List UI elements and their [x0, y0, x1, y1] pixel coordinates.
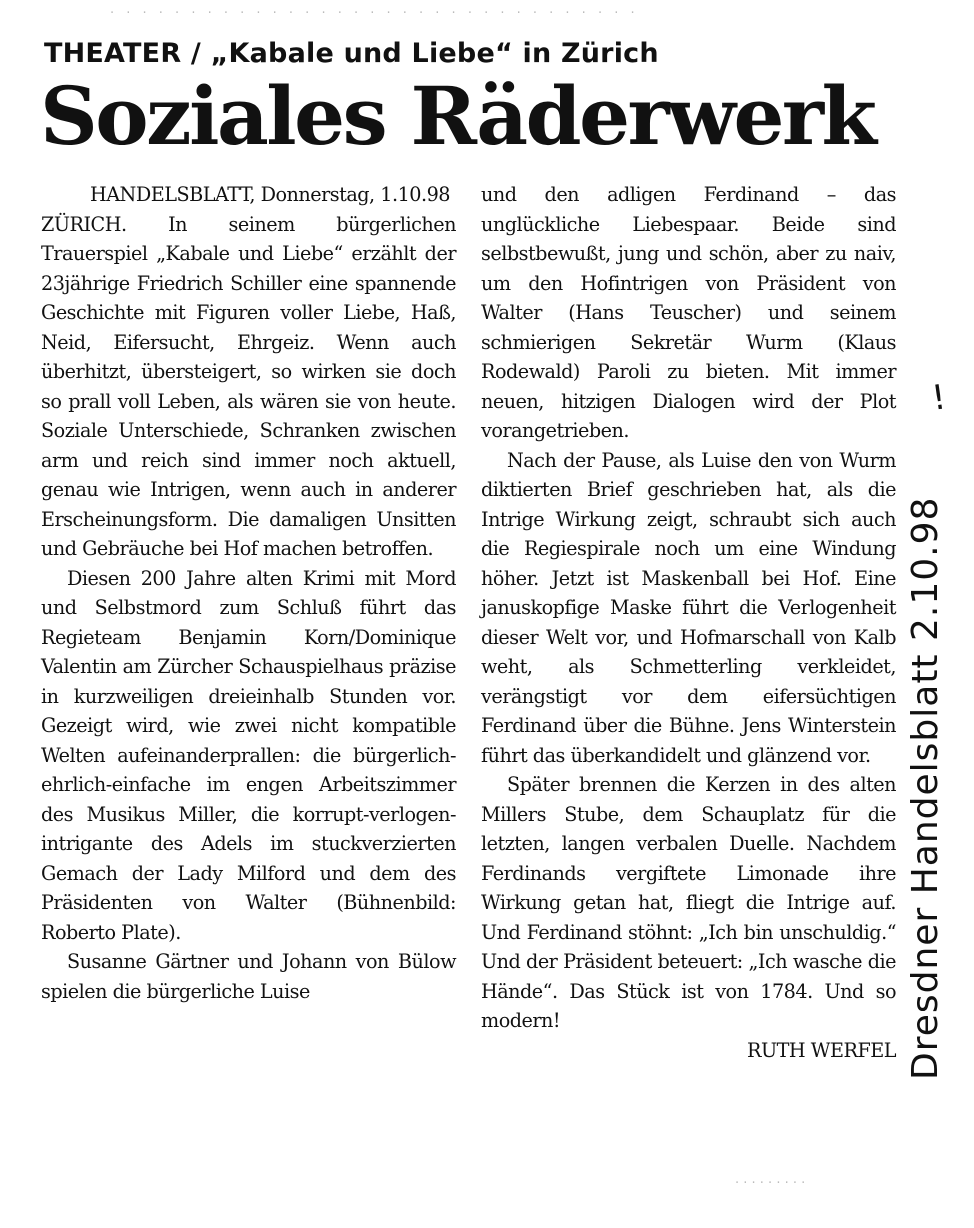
article-paragraph: Nach der Pause, als Luise den von Wurm diktierten Brief geschrieben hat, als die Intrige Wirkung zeigt, schraubt sich auch die Regiespirale noch um eine Windung höher. Jetzt ist Maskenball bei Hof. Eine januskopfige Maske führt die Verlogenheit dieser Welt vor, und Hofmarschall von Kalb weht, als Schmetterling verkleidet, verängstigt vor dem eifersüchtigen Ferdinand über die Bühne. Jens Winterstein führt das überkandidelt und glänzend vor. [481, 448, 896, 767]
article-kicker: THEATER / „Kabale und Liebe“ in Zürich [44, 38, 659, 69]
article-author: RUTH WERFEL [747, 1038, 896, 1062]
scan-bleedthrough: · · · · · · · · · · · · · · · · · · · · · · · · · · · · · · · · · [110, 6, 639, 21]
article-paragraph: Susanne Gärtner und Johann von Bülow spielen die bürgerliche Luise [41, 950, 456, 1003]
article-paragraph: Diesen 200 Jahre alten Krimi mit Mord und Selbstmord zum Schluß führt das Regieteam Benjamin Korn/Dominique Valentin am Zürcher Schauspielhaus präzise in kurzweiligen dreieinhalb Stunden vor. Gezeigt wird, wie zwei nicht kompatible Welten aufeinanderprallen: die bürgerlich-ehrlich-einfache im engen Arbeitszimmer des Musikus Miller, die korrupt-verlogen-intrigante des Adels im stuckverzierten Gemach der Lady Milford und dem des Präsidenten von Walter (Bühnenbild: Roberto Plate). [41, 566, 456, 944]
article-paragraph: Später brennen die Kerzen in des alten Millers Stube, dem Schauplatz für die letzten, langen verbalen Duelle. Nachdem Ferdinands vergiftete Limonade ihre Wirkung getan hat, fliegt die Intrige auf. Und Ferdinand stöhnt: „Ich bin unschuldig.“ Und der Präsident beteuert: „Ich wasche die Hände“. Das Stück ist von 1784. Und so modern! [481, 773, 896, 1032]
article-dateline: HANDELSBLATT, Donnerstag, 1.10.98 [89, 183, 450, 206]
scan-bleedthrough: · · · · · · · · · [735, 1176, 806, 1191]
article-paragraph: ZÜRICH. In seinem bürgerlichen Trauerspiel „Kabale und Liebe“ erzählt der 23jährige Friedrich Schiller eine spannende Geschichte mit Figuren voller Liebe, Haß, Neid, Eifersucht, Ehrgeiz. Wenn auch überhitzt, übersteigert, so wirken sie doch so prall voll Leben, als wären sie von heute. Soziale Unterschiede, Schranken zwischen arm und reich sind immer noch aktuell, genau wie Intrigen, wenn auch in anderer Erscheinungsform. Die damaligen Unsitten und Gebräuche bei Hof machen betroffen. [41, 212, 456, 560]
handwritten-exclamation-mark: ! [929, 377, 949, 419]
article-paragraph: und den adligen Ferdinand – das unglückliche Liebespaar. Beide sind selbstbewußt, jung und schön, aber zu naiv, um den Hofintrigen von Präsident von Walter (Hans Teuscher) und seinem schmierigen Sekretär Wurm (Klaus Rodewald) Paroli zu bieten. Mit immer neuen, hitzigen Dialogen wird der Plot vorangetrieben. [481, 183, 896, 442]
article-column-right [481, 180, 896, 1065]
handwritten-source-note: Dresdner Handelsblatt 2.10.98 [905, 496, 946, 1080]
article-column-left [41, 180, 456, 1006]
article-headline: Soziales Räderwerk [40, 69, 875, 163]
